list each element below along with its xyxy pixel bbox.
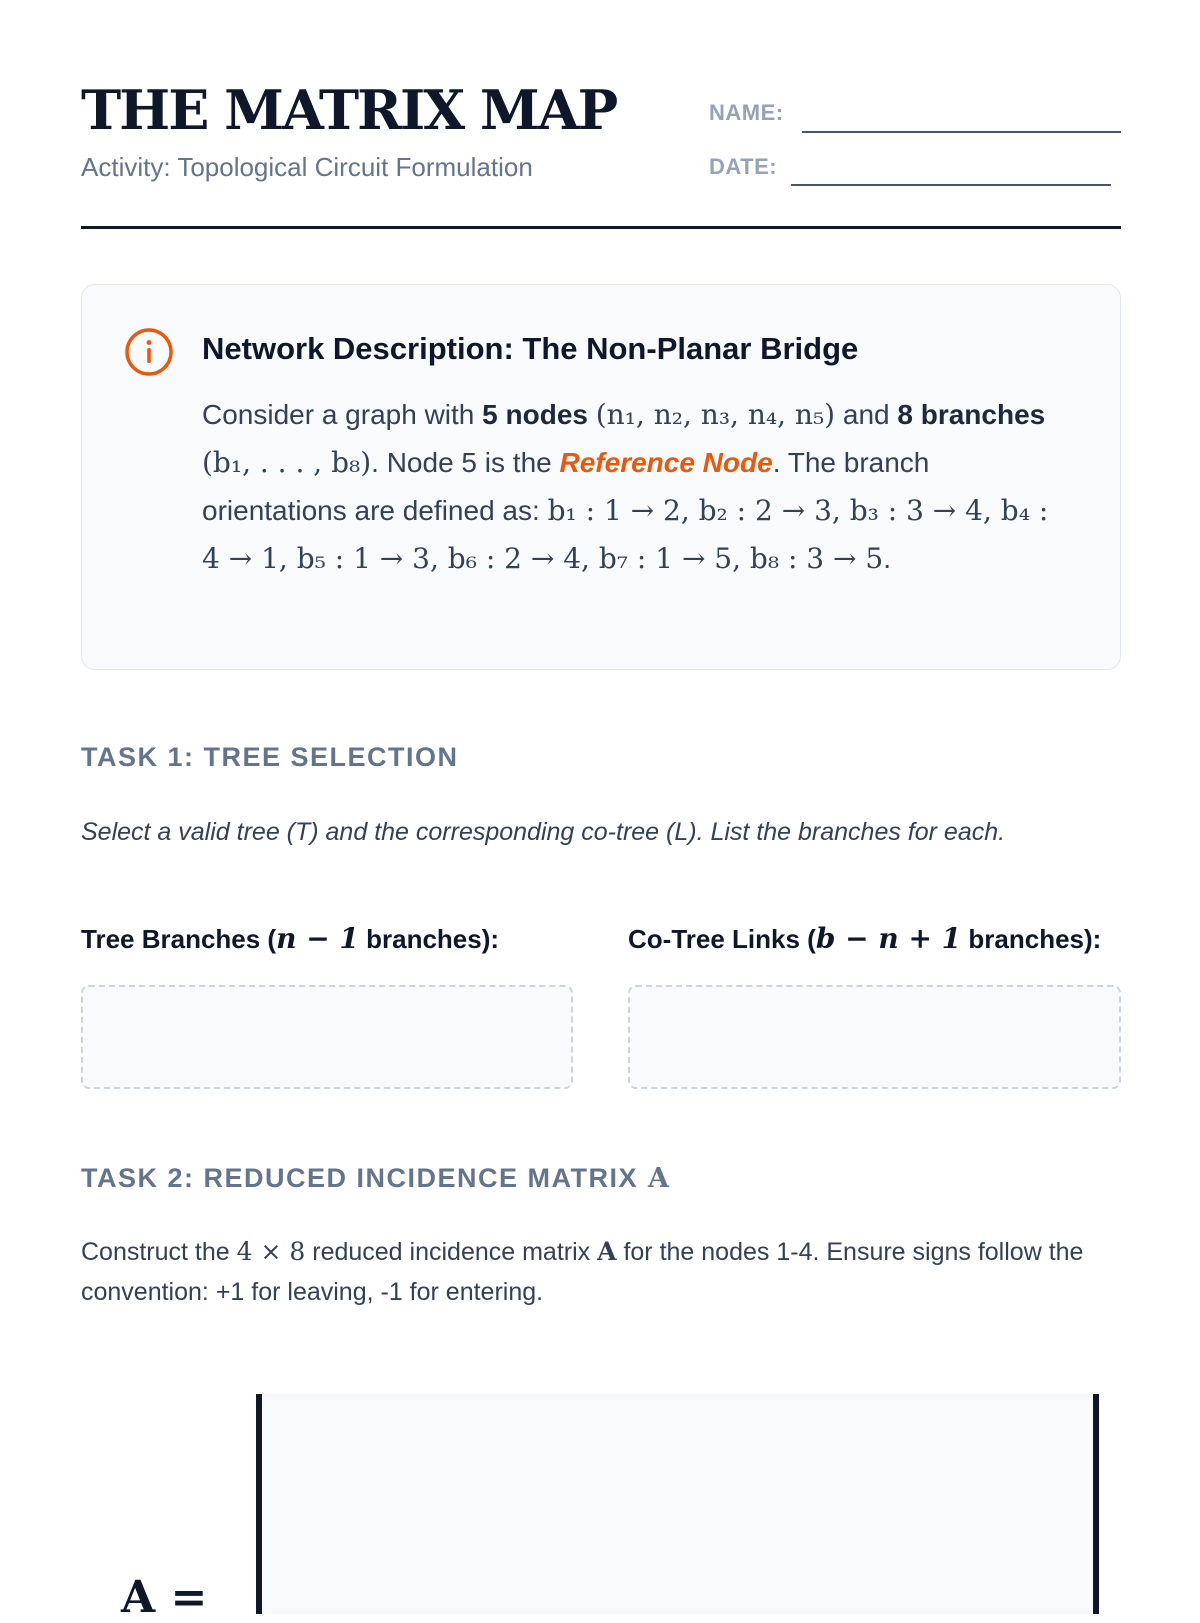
label-math: n − 1 xyxy=(276,922,359,955)
branches-count: 8 branches xyxy=(897,399,1046,430)
task2-text: Construct the xyxy=(81,1238,237,1266)
page-subtitle: Activity: Topological Circuit Formulation xyxy=(81,152,533,182)
network-description-box xyxy=(81,284,1121,670)
task2-text: reduced incidence matrix xyxy=(305,1238,598,1266)
info-text: . xyxy=(883,543,891,574)
info-icon xyxy=(124,327,174,377)
branches-math: (b₁, . . . , b₈) xyxy=(202,446,372,479)
task2-heading-text: TASK 2: REDUCED INCIDENCE MATRIX xyxy=(81,1163,639,1193)
nodes-math: (n₁, n₂, n₃, n₄, n₅) xyxy=(595,398,836,431)
matrix-symbol: A xyxy=(648,1163,669,1194)
label-math: b − n + 1 xyxy=(815,922,962,955)
name-label: NAME: xyxy=(709,100,784,125)
label-text: Tree Branches ( xyxy=(81,924,277,954)
task2-instruction xyxy=(81,1232,1121,1312)
task1-heading: TASK 1: TREE SELECTION xyxy=(81,742,459,772)
tree-branches-input[interactable] xyxy=(81,985,573,1089)
info-text: and xyxy=(835,399,898,430)
branch-orientations: b₁ : 1 → 2, b₂ : 2 → 3, b₃ : 3 → 4, b₄ : 4 → 1, b₅ : 1 → 3, b₆ : 2 → 4, b₇ : 1 → 5, b₈ : 3 → 5 xyxy=(202,494,1049,575)
matrix-dimensions: 4 × 8 xyxy=(236,1237,306,1266)
worksheet-page xyxy=(81,0,1121,1623)
name-field[interactable] xyxy=(802,131,1121,133)
label-text: Co-Tree Links ( xyxy=(628,924,816,954)
header-divider xyxy=(81,226,1121,229)
task2-heading xyxy=(81,1163,669,1194)
cotree-links-label xyxy=(628,922,1101,955)
date-label: DATE: xyxy=(709,154,778,179)
incidence-matrix-input[interactable] xyxy=(256,1394,1099,1614)
matrix-symbol: A xyxy=(597,1237,617,1266)
tree-branches-label xyxy=(81,922,499,955)
date-field[interactable] xyxy=(791,184,1111,186)
info-title: Network Description: The Non-Planar Bridge xyxy=(202,331,859,366)
page-title: THE MATRIX MAP xyxy=(81,78,617,142)
nodes-count: 5 nodes xyxy=(482,399,588,430)
info-text: Consider a graph with xyxy=(202,399,483,430)
reference-node: Reference Node xyxy=(559,447,773,478)
matrix-label: A = xyxy=(121,1572,208,1623)
label-text: branches): xyxy=(358,924,500,954)
task2-text: for the nodes 1-4. Ensure signs follow the convention: +1 for leaving, -1 for entering. xyxy=(81,1238,1084,1306)
label-text: branches): xyxy=(961,924,1102,954)
info-text: . The branch orientations are defined as: xyxy=(202,447,930,526)
info-text: . Node 5 is the xyxy=(371,447,560,478)
info-body xyxy=(202,391,1062,583)
task1-instruction: Select a valid tree (T) and the corresponding co-tree (L). List the branches for each. xyxy=(81,818,1006,846)
cotree-links-input[interactable] xyxy=(628,985,1121,1089)
